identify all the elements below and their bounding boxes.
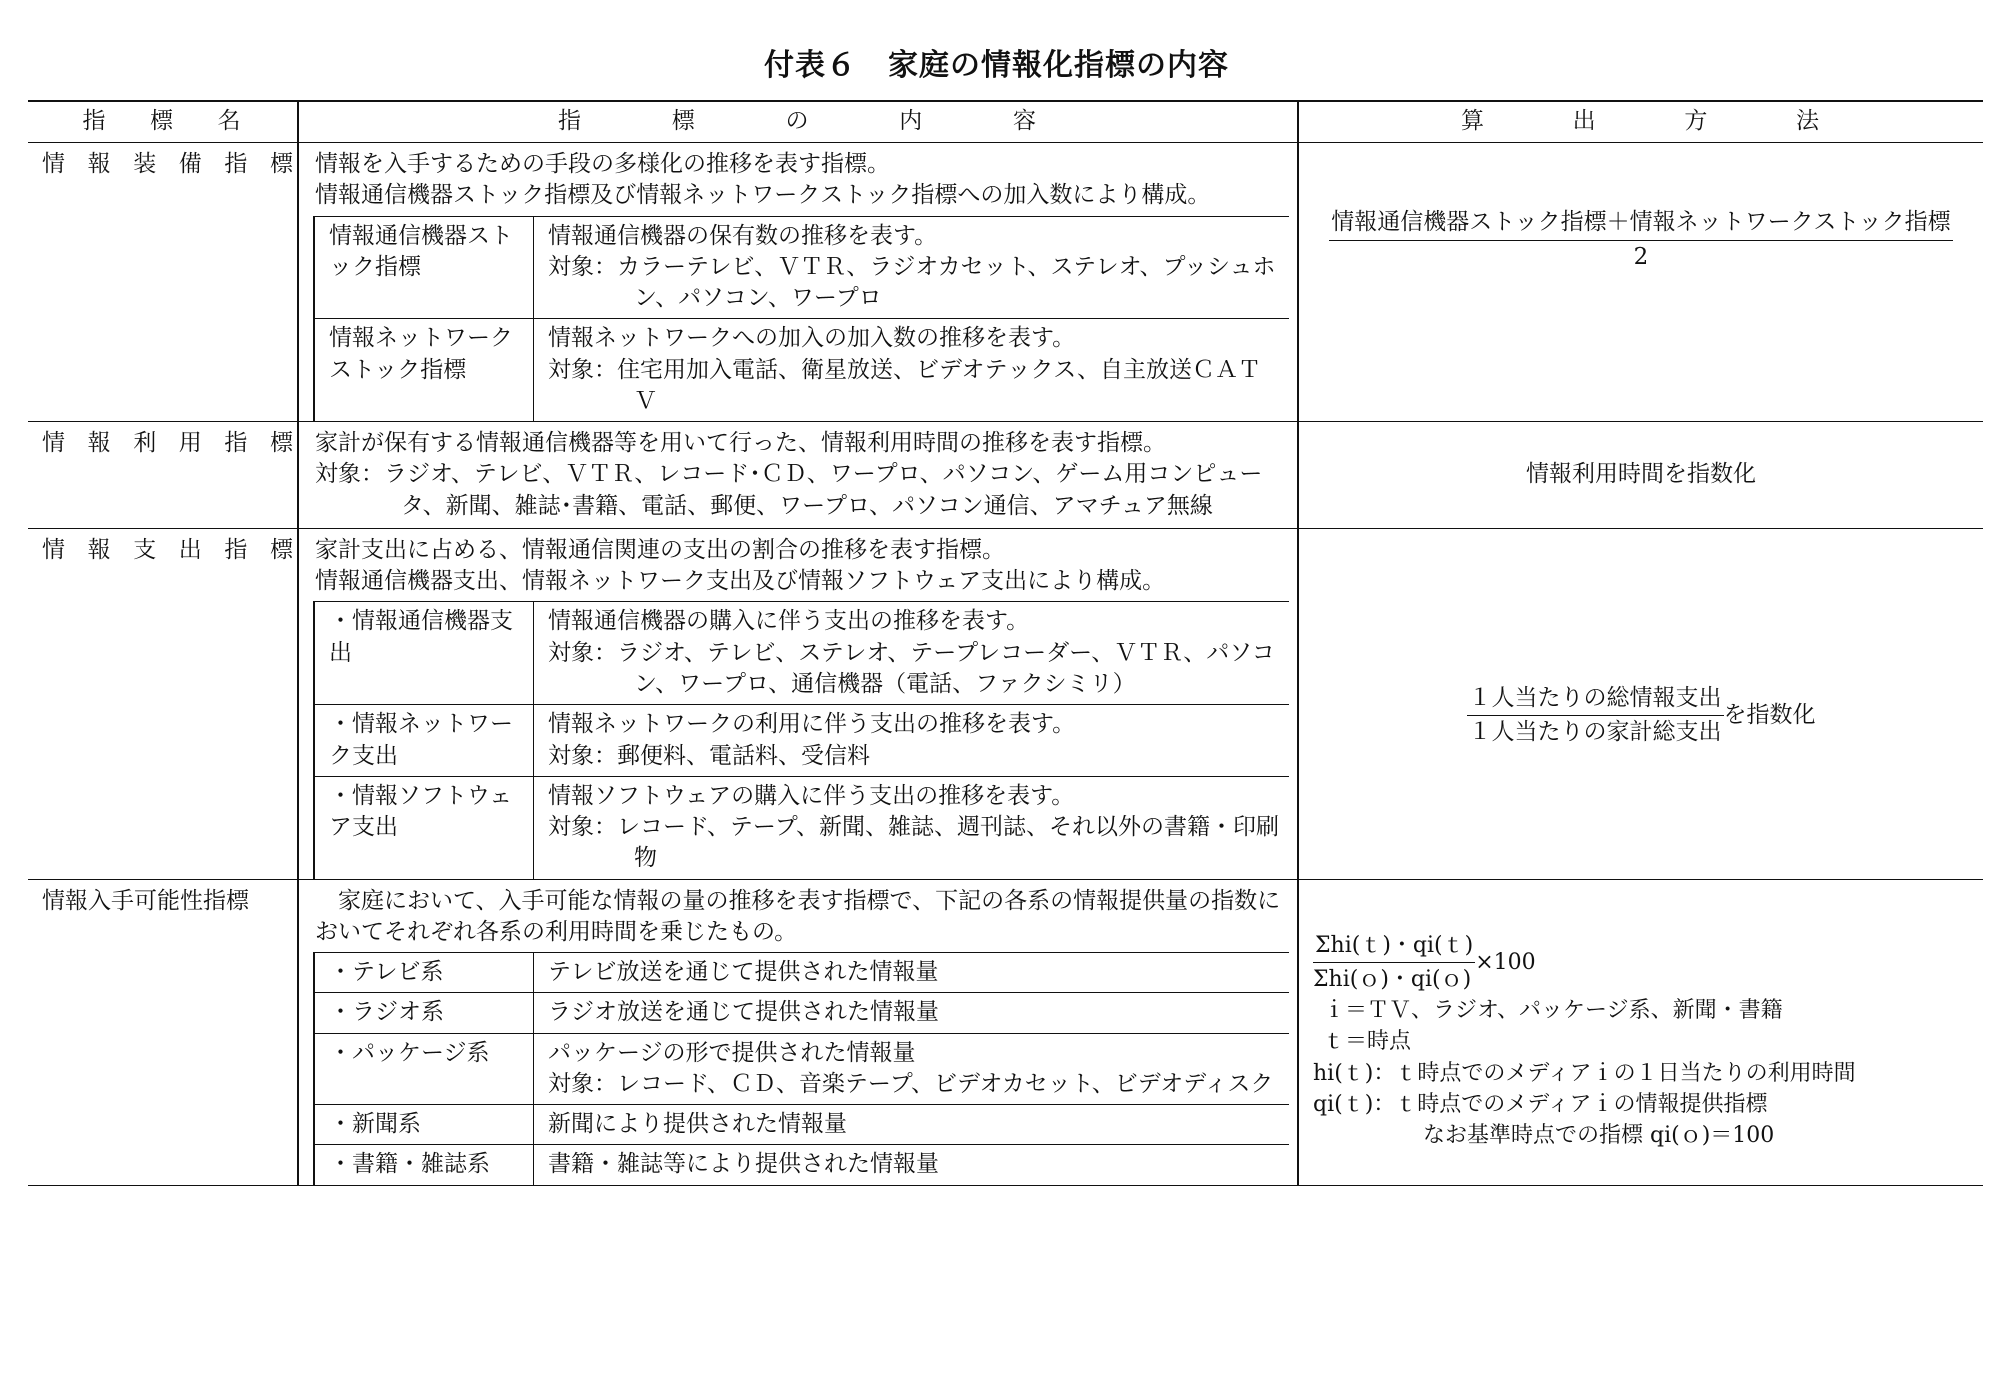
table-row bbox=[28, 879, 1983, 1185]
target-line: 対象：ラジオ、テレビ、ＶＴＲ、レコード･ＣＤ、ワープロ、パソコン、ゲーム用コンピュータ、新聞、雑誌･書籍、電話、郵便、ワープロ、パソコン通信、アマチュア無線 bbox=[315, 461, 1263, 519]
calc-method bbox=[1298, 879, 1983, 1185]
indicator-name: 情報装備指標 bbox=[28, 143, 298, 422]
description-line: 情報を入手するための手段の多様化の推移を表す指標。 bbox=[315, 151, 890, 177]
sub-content: 新聞により提供された情報量 bbox=[534, 1105, 1290, 1145]
sub-row bbox=[314, 953, 1289, 993]
sub-target: 対象：レコード、テープ、新聞、雑誌、週刊誌、それ以外の書籍・印刷物 bbox=[548, 814, 1279, 872]
table-title: 付表６ 家庭の情報化指標の内容 bbox=[764, 48, 1229, 83]
sub-name: 情報ネットワークストック指標 bbox=[314, 319, 534, 421]
sub-content bbox=[534, 776, 1290, 878]
numerator: 情報通信機器ストック指標＋情報ネットワークストック指標 bbox=[1329, 207, 1952, 240]
multiplier: ×100 bbox=[1475, 949, 1536, 975]
fraction bbox=[1467, 683, 1724, 749]
sub-content bbox=[534, 705, 1290, 777]
calc-suffix: を指数化 bbox=[1723, 702, 1816, 729]
sub-row bbox=[314, 216, 1289, 319]
sub-line: 情報ソフトウェアの購入に伴う支出の推移を表す。 bbox=[548, 782, 1075, 809]
formula-line: ｉ＝ＴＶ、ラジオ、パッケージ系、新聞・書籍 bbox=[1323, 998, 1783, 1024]
table-row bbox=[28, 422, 1983, 529]
sub-name: ・情報通信機器支出 bbox=[314, 602, 534, 705]
denominator: １人当たりの家計総支出 bbox=[1468, 719, 1722, 746]
sub-content bbox=[534, 1033, 1290, 1105]
sub-row bbox=[314, 993, 1289, 1033]
sub-name: ・テレビ系 bbox=[314, 953, 534, 993]
sub-content bbox=[534, 602, 1290, 705]
sub-table bbox=[313, 952, 1289, 1185]
sub-row bbox=[314, 776, 1289, 878]
sub-line: 情報通信機器の購入に伴う支出の推移を表す。 bbox=[548, 608, 1030, 635]
calc-method bbox=[1298, 528, 1983, 879]
sub-row bbox=[314, 1033, 1289, 1105]
sub-row bbox=[314, 1145, 1289, 1185]
indicator-content bbox=[298, 528, 1298, 879]
table-row bbox=[28, 528, 1983, 879]
sub-target: 対象：カラーテレビ、ＶＴＲ、ラジオカセット、ステレオ、プッシュホン、パソコン、ワープロ bbox=[548, 253, 1276, 312]
indicator-name: 情報利用指標 bbox=[28, 422, 298, 529]
description-line: 情報通信機器支出、情報ネットワーク支出及び情報ソフトウェア支出により構成。 bbox=[315, 568, 1166, 595]
calc-method: 情報利用時間を指数化 bbox=[1298, 422, 1983, 529]
header-name: 指 標 名 bbox=[28, 101, 298, 143]
indicator-content bbox=[298, 143, 1298, 422]
sub-target: 対象：レコード、ＣＤ、音楽テープ、ビデオカセット、ビデオディスク bbox=[548, 1070, 1274, 1097]
sub-name: ・書籍・雑誌系 bbox=[314, 1145, 534, 1185]
formula-line: qi(ｔ)：ｔ時点でのメディアｉの情報提供指標 bbox=[1313, 1091, 1768, 1117]
header-content: 指 標 の 内 容 bbox=[298, 101, 1298, 143]
sub-content bbox=[534, 319, 1290, 421]
sub-target: 対象：ラジオ、テレビ、ステレオ、テープレコーダー、ＶＴＲ、パソコン、ワープロ、通信機器（電話、ファクシミリ） bbox=[548, 639, 1275, 697]
indicator-table bbox=[28, 100, 1983, 1186]
denominator: 2 bbox=[1633, 243, 1649, 270]
sub-line: 情報通信機器の保有数の推移を表す。 bbox=[548, 222, 938, 249]
sub-name: ・新聞系 bbox=[314, 1105, 534, 1145]
table-row bbox=[28, 143, 1983, 422]
denominator: Σhi(ｏ)・qi(ｏ) bbox=[1313, 966, 1472, 992]
sub-content bbox=[534, 216, 1290, 319]
sub-name: ・パッケージ系 bbox=[314, 1033, 534, 1105]
sub-name: ・情報ソフトウェア支出 bbox=[314, 776, 534, 878]
description-line: 家庭において、入手可能な情報の量の推移を表す指標で、下記の各系の情報提供量の指数においてそれぞれ各系の利用時間を乗じたもの。 bbox=[315, 887, 1281, 945]
numerator: Σhi(ｔ)・qi(ｔ) bbox=[1313, 930, 1475, 963]
sub-target: 対象：郵便料、電話料、受信料 bbox=[548, 742, 870, 769]
indicator-content bbox=[298, 422, 1298, 529]
formula-note: なお基準時点での指標 qi(ｏ)＝100 bbox=[1423, 1122, 1775, 1148]
indicator-name: 情報入手可能性指標 bbox=[28, 879, 298, 1185]
fraction bbox=[1313, 930, 1475, 995]
sub-row bbox=[314, 319, 1289, 421]
sub-target: 対象：住宅用加入電話、衛星放送、ビデオテックス、自主放送ＣＡＴＶ bbox=[548, 356, 1261, 414]
sub-content: テレビ放送を通じて提供された情報量 bbox=[534, 953, 1290, 993]
formula bbox=[1313, 930, 1969, 995]
description-line: 情報通信機器ストック指標及び情報ネットワークストック指標への加入数により構成。 bbox=[315, 182, 1211, 209]
sub-name: 情報通信機器ストック指標 bbox=[314, 216, 534, 319]
numerator: １人当たりの総情報支出 bbox=[1467, 683, 1724, 716]
indicator-content bbox=[298, 879, 1298, 1185]
sub-line: パッケージの形で提供された情報量 bbox=[548, 1039, 916, 1066]
sub-content: ラジオ放送を通じて提供された情報量 bbox=[534, 993, 1290, 1033]
formula-line: hi(ｔ)：ｔ時点でのメディアｉの１日当たりの利用時間 bbox=[1313, 1060, 1856, 1086]
header-calc: 算 出 方 法 bbox=[1298, 101, 1983, 143]
sub-line: 情報ネットワークへの加入の加入数の推移を表す。 bbox=[548, 325, 1076, 352]
sub-row bbox=[314, 1105, 1289, 1145]
sub-row bbox=[314, 602, 1289, 705]
sub-row bbox=[314, 705, 1289, 777]
sub-content: 書籍・雑誌等により提供された情報量 bbox=[534, 1145, 1290, 1185]
fraction bbox=[1329, 207, 1952, 273]
sub-table bbox=[313, 216, 1289, 422]
calc-method bbox=[1298, 143, 1983, 422]
description-line: 家計が保有する情報通信機器等を用いて行った、情報利用時間の推移を表す指標。 bbox=[315, 430, 1166, 457]
sub-table bbox=[313, 601, 1289, 878]
sub-name: ・ラジオ系 bbox=[314, 993, 534, 1033]
header-row bbox=[28, 101, 1983, 143]
description-line: 家計支出に占める、情報通信関連の支出の割合の推移を表す指標。 bbox=[315, 536, 1005, 563]
sub-line: 情報ネットワークの利用に伴う支出の推移を表す。 bbox=[548, 711, 1076, 738]
formula-line: ｔ＝時点 bbox=[1323, 1029, 1412, 1055]
sub-name: ・情報ネットワーク支出 bbox=[314, 705, 534, 777]
indicator-name: 情報支出指標 bbox=[28, 528, 298, 879]
